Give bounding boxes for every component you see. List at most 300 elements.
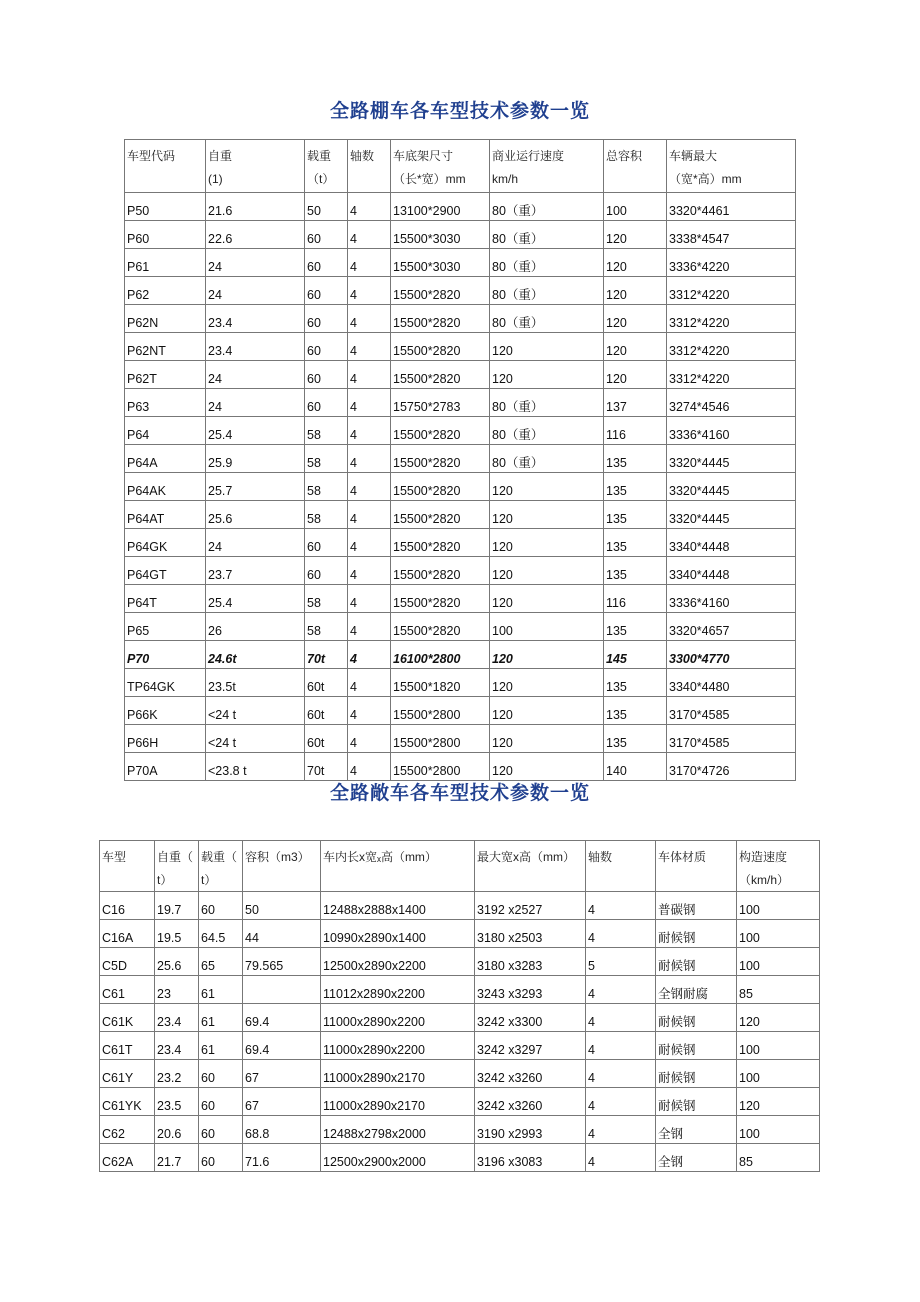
table-cell: 3242 x3260 <box>475 1088 586 1116</box>
table-cell: P65 <box>125 613 206 641</box>
table-cell: <23.8 t <box>206 753 305 781</box>
table-cell: 60 <box>305 361 348 389</box>
table-cell: 23.4 <box>155 1004 199 1032</box>
table-cell: 4 <box>586 1004 656 1032</box>
table-cell: C62 <box>100 1116 155 1144</box>
table-cell: 4 <box>348 333 391 361</box>
table-cell: 23.4 <box>206 333 305 361</box>
table-cell: 3320*4461 <box>667 193 796 221</box>
column-header-line: 构造速度 <box>739 850 788 864</box>
table-cell: 60t <box>305 669 348 697</box>
table-cell: 4 <box>348 725 391 753</box>
column-header-line: （t） <box>307 172 335 186</box>
table-cell: 25.9 <box>206 445 305 473</box>
table-row <box>125 221 796 249</box>
table-cell: 80（重） <box>490 193 604 221</box>
table-cell: 3338*4547 <box>667 221 796 249</box>
table-cell: 60 <box>199 1144 243 1172</box>
gondola-spec-table <box>99 840 820 1172</box>
table-cell: 15500*2820 <box>391 613 490 641</box>
column-header <box>490 140 604 193</box>
table-cell: 3180 x2503 <box>475 920 586 948</box>
table-row <box>125 585 796 613</box>
table-cell: 61 <box>199 1032 243 1060</box>
column-header <box>206 140 305 193</box>
table-cell: 135 <box>604 725 667 753</box>
boxcar-header-row <box>125 140 796 193</box>
table-cell: 23.2 <box>155 1060 199 1088</box>
table-cell: 10990x2890x1400 <box>321 920 475 948</box>
table-row <box>125 249 796 277</box>
table-cell: 25.4 <box>206 417 305 445</box>
table-cell: 3180 x3283 <box>475 948 586 976</box>
table-cell: 11000x2890x2200 <box>321 1004 475 1032</box>
table-cell: P64AK <box>125 473 206 501</box>
table-row <box>100 1060 820 1088</box>
table-cell: 3340*4448 <box>667 557 796 585</box>
table-cell: 100 <box>490 613 604 641</box>
table-cell: 耐候钢 <box>656 948 737 976</box>
table-cell: P70 <box>125 641 206 669</box>
table-cell: P64T <box>125 585 206 613</box>
column-header-line: 总容积 <box>606 149 643 163</box>
table-cell: 3300*4770 <box>667 641 796 669</box>
table-cell: 60 <box>305 557 348 585</box>
table-cell: 22.6 <box>206 221 305 249</box>
table-cell: 24 <box>206 389 305 417</box>
boxcar-spec-table <box>124 139 796 781</box>
table-row <box>125 613 796 641</box>
table-cell: 4 <box>586 1088 656 1116</box>
table-cell: 120 <box>490 501 604 529</box>
table-cell: 15500*2800 <box>391 697 490 725</box>
table-cell: 135 <box>604 557 667 585</box>
table-cell: P66K <box>125 697 206 725</box>
table-cell: 15500*2820 <box>391 501 490 529</box>
table-cell: 3242 x3297 <box>475 1032 586 1060</box>
table-cell: 60 <box>305 333 348 361</box>
column-header-line: t） <box>201 873 217 887</box>
table-cell: 11000x2890x2200 <box>321 1032 475 1060</box>
table-cell: 4 <box>586 1144 656 1172</box>
table-cell: 116 <box>604 417 667 445</box>
table-cell: 15500*2820 <box>391 305 490 333</box>
table-cell: P64GT <box>125 557 206 585</box>
table-cell: P70A <box>125 753 206 781</box>
table-cell: 58 <box>305 417 348 445</box>
table-row <box>100 1116 820 1144</box>
table-cell: 4 <box>348 557 391 585</box>
table-cell: C61Y <box>100 1060 155 1088</box>
table-cell: 50 <box>305 193 348 221</box>
table-row <box>125 417 796 445</box>
column-header-line: 车型 <box>102 850 127 864</box>
table-cell: C61K <box>100 1004 155 1032</box>
table-cell: 67 <box>243 1060 321 1088</box>
table-cell: <24 t <box>206 697 305 725</box>
column-header <box>667 140 796 193</box>
table-cell: 15500*2820 <box>391 333 490 361</box>
column-header-line: 自重 <box>208 149 233 163</box>
column-header-line: t） <box>157 873 173 887</box>
table-cell: 4 <box>348 417 391 445</box>
table-cell: 24 <box>206 277 305 305</box>
column-header-line: km/h <box>492 172 519 186</box>
table-cell: 4 <box>348 585 391 613</box>
table-cell: 120 <box>490 585 604 613</box>
table-cell: 85 <box>737 976 820 1004</box>
table-cell: 3320*4445 <box>667 501 796 529</box>
table-cell: 58 <box>305 445 348 473</box>
table-cell: 60 <box>305 221 348 249</box>
table-cell: 3196 x3083 <box>475 1144 586 1172</box>
table-cell: 15500*2820 <box>391 473 490 501</box>
table-cell: 60 <box>305 277 348 305</box>
table-cell: 耐候钢 <box>656 920 737 948</box>
table-cell: 3336*4220 <box>667 249 796 277</box>
table-cell: 4 <box>348 193 391 221</box>
table-row <box>100 948 820 976</box>
table-cell: 100 <box>737 1116 820 1144</box>
table-row <box>100 1032 820 1060</box>
table-row <box>125 501 796 529</box>
table-cell: 58 <box>305 585 348 613</box>
table-cell: 4 <box>586 1032 656 1060</box>
column-header <box>604 140 667 193</box>
table-cell: 15500*2820 <box>391 585 490 613</box>
table-cell: P63 <box>125 389 206 417</box>
table-cell: 100 <box>737 892 820 920</box>
table-cell: 4 <box>348 529 391 557</box>
table-cell: 3170*4726 <box>667 753 796 781</box>
column-header-line: 载重 <box>307 149 332 163</box>
table-cell: 3190 x2993 <box>475 1116 586 1144</box>
table-row <box>100 1004 820 1032</box>
table-cell: 4 <box>348 641 391 669</box>
table-cell: 普碳钢 <box>656 892 737 920</box>
table-cell: 12500x2890x2200 <box>321 948 475 976</box>
table-cell: P62NT <box>125 333 206 361</box>
table-cell: 3312*4220 <box>667 305 796 333</box>
table-cell: 100 <box>737 1060 820 1088</box>
table-cell: 24 <box>206 249 305 277</box>
column-header <box>737 841 820 892</box>
table-cell: 61 <box>199 976 243 1004</box>
table-cell: 24 <box>206 361 305 389</box>
table-cell: 80（重） <box>490 417 604 445</box>
table-row <box>125 669 796 697</box>
table-cell: 120 <box>490 669 604 697</box>
table-cell: 4 <box>348 361 391 389</box>
table-cell: 4 <box>348 501 391 529</box>
table-cell: 15500*3030 <box>391 221 490 249</box>
table-cell: 15500*2800 <box>391 725 490 753</box>
table-row <box>125 389 796 417</box>
table-cell: 60t <box>305 697 348 725</box>
table-cell: 23.4 <box>155 1032 199 1060</box>
table-cell: 3340*4448 <box>667 529 796 557</box>
table-cell: 全钢耐腐 <box>656 976 737 1004</box>
table-row <box>125 305 796 333</box>
table-cell: 4 <box>348 249 391 277</box>
column-header <box>656 841 737 892</box>
table-cell: 71.6 <box>243 1144 321 1172</box>
table-cell: 120 <box>604 333 667 361</box>
gondola-header-row <box>100 841 820 892</box>
table-cell: 65 <box>199 948 243 976</box>
table-cell: 80（重） <box>490 249 604 277</box>
table-cell: 3320*4445 <box>667 445 796 473</box>
table-cell: 60 <box>199 1060 243 1088</box>
column-header-line: 载重（ <box>201 850 238 864</box>
table-cell: 140 <box>604 753 667 781</box>
table-cell: 25.6 <box>155 948 199 976</box>
column-header-line: (1) <box>208 172 223 186</box>
table-cell: 80（重） <box>490 277 604 305</box>
column-header <box>586 841 656 892</box>
table-cell: 15500*2820 <box>391 529 490 557</box>
table-cell: 61 <box>199 1004 243 1032</box>
table-cell: 15500*2800 <box>391 753 490 781</box>
table-cell: 120 <box>490 557 604 585</box>
table-cell: 60 <box>305 389 348 417</box>
column-header-line: 车底架尺寸 <box>393 149 454 163</box>
column-header <box>305 140 348 193</box>
table-cell: 60 <box>305 305 348 333</box>
table-cell: 23 <box>155 976 199 1004</box>
table-cell: 4 <box>348 613 391 641</box>
table-cell: 15500*2820 <box>391 417 490 445</box>
table-cell: 60 <box>199 1116 243 1144</box>
table-cell: 3320*4657 <box>667 613 796 641</box>
table-cell: 120 <box>490 753 604 781</box>
table-cell: 80（重） <box>490 221 604 249</box>
table-cell: 耐候钢 <box>656 1088 737 1116</box>
table-cell: P62 <box>125 277 206 305</box>
table-cell: 3320*4445 <box>667 473 796 501</box>
table-cell: 67 <box>243 1088 321 1116</box>
table-cell: 4 <box>586 1060 656 1088</box>
table-cell: 120 <box>490 641 604 669</box>
table-cell: P60 <box>125 221 206 249</box>
table-cell: 21.7 <box>155 1144 199 1172</box>
table-cell: 79.565 <box>243 948 321 976</box>
table-cell: 120 <box>604 277 667 305</box>
table-row <box>125 277 796 305</box>
table-cell: 3336*4160 <box>667 585 796 613</box>
table-cell: 135 <box>604 529 667 557</box>
table-cell: 4 <box>348 305 391 333</box>
table-cell: P61 <box>125 249 206 277</box>
table-cell: 85 <box>737 1144 820 1172</box>
table-cell: 25.4 <box>206 585 305 613</box>
table-cell: 135 <box>604 473 667 501</box>
table-cell: 11000x2890x2170 <box>321 1060 475 1088</box>
table-cell: 15500*2820 <box>391 557 490 585</box>
table-cell: 11012x2890x2200 <box>321 976 475 1004</box>
table-cell: 4 <box>348 669 391 697</box>
table-cell: C5D <box>100 948 155 976</box>
column-header-line: 轴数 <box>588 850 613 864</box>
table-cell: C61T <box>100 1032 155 1060</box>
table-cell: 23.5 <box>155 1088 199 1116</box>
table-row <box>125 333 796 361</box>
table-cell: 3170*4585 <box>667 697 796 725</box>
table-cell: 15750*2783 <box>391 389 490 417</box>
table-row <box>125 473 796 501</box>
table-cell: 12500x2900x2000 <box>321 1144 475 1172</box>
table-cell: TP64GK <box>125 669 206 697</box>
gondola-table-title: 全路敞车各车型技术参数一览 <box>329 782 590 804</box>
column-header <box>348 140 391 193</box>
table-cell: 4 <box>586 976 656 1004</box>
column-header-line: 车体材质 <box>658 850 707 864</box>
table-cell: P62T <box>125 361 206 389</box>
table-cell: C16A <box>100 920 155 948</box>
table-cell: 4 <box>348 445 391 473</box>
table-cell: 120 <box>604 249 667 277</box>
table-row <box>125 641 796 669</box>
table-cell: 69.4 <box>243 1004 321 1032</box>
column-header <box>321 841 475 892</box>
table-cell: 3312*4220 <box>667 277 796 305</box>
table-cell: 58 <box>305 613 348 641</box>
table-cell: P64GK <box>125 529 206 557</box>
table-cell: 100 <box>737 1032 820 1060</box>
table-cell: 19.5 <box>155 920 199 948</box>
table-cell: <24 t <box>206 725 305 753</box>
column-header-line: 容积（m3） <box>245 850 310 864</box>
table-cell: 137 <box>604 389 667 417</box>
table-row <box>125 725 796 753</box>
table-cell: 135 <box>604 613 667 641</box>
table-row <box>100 892 820 920</box>
table-cell: 3243 x3293 <box>475 976 586 1004</box>
table-cell: 25.7 <box>206 473 305 501</box>
table-cell: 60 <box>305 529 348 557</box>
table-cell: 25.6 <box>206 501 305 529</box>
table-cell: C62A <box>100 1144 155 1172</box>
table-cell: 80（重） <box>490 445 604 473</box>
column-header-line: 自重（ <box>157 850 194 864</box>
column-header-line: 车型代码 <box>127 149 176 163</box>
table-cell: 23.4 <box>206 305 305 333</box>
table-cell: 5 <box>586 948 656 976</box>
table-cell: 3242 x3260 <box>475 1060 586 1088</box>
table-cell: 120 <box>737 1004 820 1032</box>
table-cell: 16100*2800 <box>391 641 490 669</box>
table-cell: 4 <box>586 920 656 948</box>
column-header <box>100 841 155 892</box>
table-cell: 4 <box>348 473 391 501</box>
table-cell <box>243 976 321 1004</box>
table-cell: 3242 x3300 <box>475 1004 586 1032</box>
table-cell: 120 <box>604 361 667 389</box>
table-row <box>100 920 820 948</box>
table-cell: 60 <box>305 249 348 277</box>
table-cell: 120 <box>490 697 604 725</box>
table-cell: 4 <box>348 389 391 417</box>
table-cell: 135 <box>604 697 667 725</box>
table-cell: 15500*3030 <box>391 249 490 277</box>
table-cell: 120 <box>490 361 604 389</box>
table-cell: 21.6 <box>206 193 305 221</box>
table-cell: 15500*1820 <box>391 669 490 697</box>
table-cell: 80（重） <box>490 305 604 333</box>
table-cell: 3312*4220 <box>667 333 796 361</box>
table-row <box>125 753 796 781</box>
table-cell: 20.6 <box>155 1116 199 1144</box>
table-cell: P62N <box>125 305 206 333</box>
table-cell: P64 <box>125 417 206 445</box>
table-cell: 135 <box>604 501 667 529</box>
table-cell: 80（重） <box>490 389 604 417</box>
table-cell: P64AT <box>125 501 206 529</box>
column-header <box>199 841 243 892</box>
table-cell: 12488x2888x1400 <box>321 892 475 920</box>
table-cell: 69.4 <box>243 1032 321 1060</box>
table-cell: 60 <box>199 1088 243 1116</box>
table-cell: 100 <box>737 948 820 976</box>
table-cell: 4 <box>348 753 391 781</box>
table-cell: 120 <box>604 305 667 333</box>
table-cell: 24 <box>206 529 305 557</box>
table-cell: 耐候钢 <box>656 1032 737 1060</box>
table-cell: 3170*4585 <box>667 725 796 753</box>
table-cell: C61 <box>100 976 155 1004</box>
table-cell: 70t <box>305 641 348 669</box>
table-cell: 全钢 <box>656 1144 737 1172</box>
table-cell: 15500*2820 <box>391 445 490 473</box>
column-header <box>475 841 586 892</box>
column-header-line: 最大宽x高（mm） <box>477 850 575 864</box>
table-cell: 60 <box>199 892 243 920</box>
table-cell: C16 <box>100 892 155 920</box>
table-cell: 4 <box>348 697 391 725</box>
table-cell: 3336*4160 <box>667 417 796 445</box>
table-cell: 44 <box>243 920 321 948</box>
table-cell: C61YK <box>100 1088 155 1116</box>
table-cell: 全钢 <box>656 1116 737 1144</box>
table-cell: 135 <box>604 445 667 473</box>
table-cell: 12488x2798x2000 <box>321 1116 475 1144</box>
column-header-line: 车内长x宽ₓ高（mm） <box>323 850 437 864</box>
table-row <box>125 529 796 557</box>
table-cell: 耐候钢 <box>656 1004 737 1032</box>
table-cell: 23.7 <box>206 557 305 585</box>
table-row <box>125 557 796 585</box>
table-cell: 120 <box>490 473 604 501</box>
table-cell: 4 <box>586 1116 656 1144</box>
table-row <box>125 445 796 473</box>
table-cell: P64A <box>125 445 206 473</box>
table-cell: 19.7 <box>155 892 199 920</box>
table-cell: 4 <box>348 221 391 249</box>
table-cell: 58 <box>305 473 348 501</box>
column-header-line: （km/h） <box>739 873 790 887</box>
boxcar-table-title: 全路棚车各车型技术参数一览 <box>329 100 590 122</box>
table-row <box>100 1088 820 1116</box>
table-cell: 11000x2890x2170 <box>321 1088 475 1116</box>
column-header-line: （宽*高）mm <box>669 172 742 186</box>
table-cell: 4 <box>348 277 391 305</box>
table-cell: P66H <box>125 725 206 753</box>
table-cell: 4 <box>586 892 656 920</box>
table-cell: 耐候钢 <box>656 1060 737 1088</box>
column-header-line: 商业运行速度 <box>492 149 565 163</box>
table-cell: 120 <box>737 1088 820 1116</box>
column-header <box>243 841 321 892</box>
